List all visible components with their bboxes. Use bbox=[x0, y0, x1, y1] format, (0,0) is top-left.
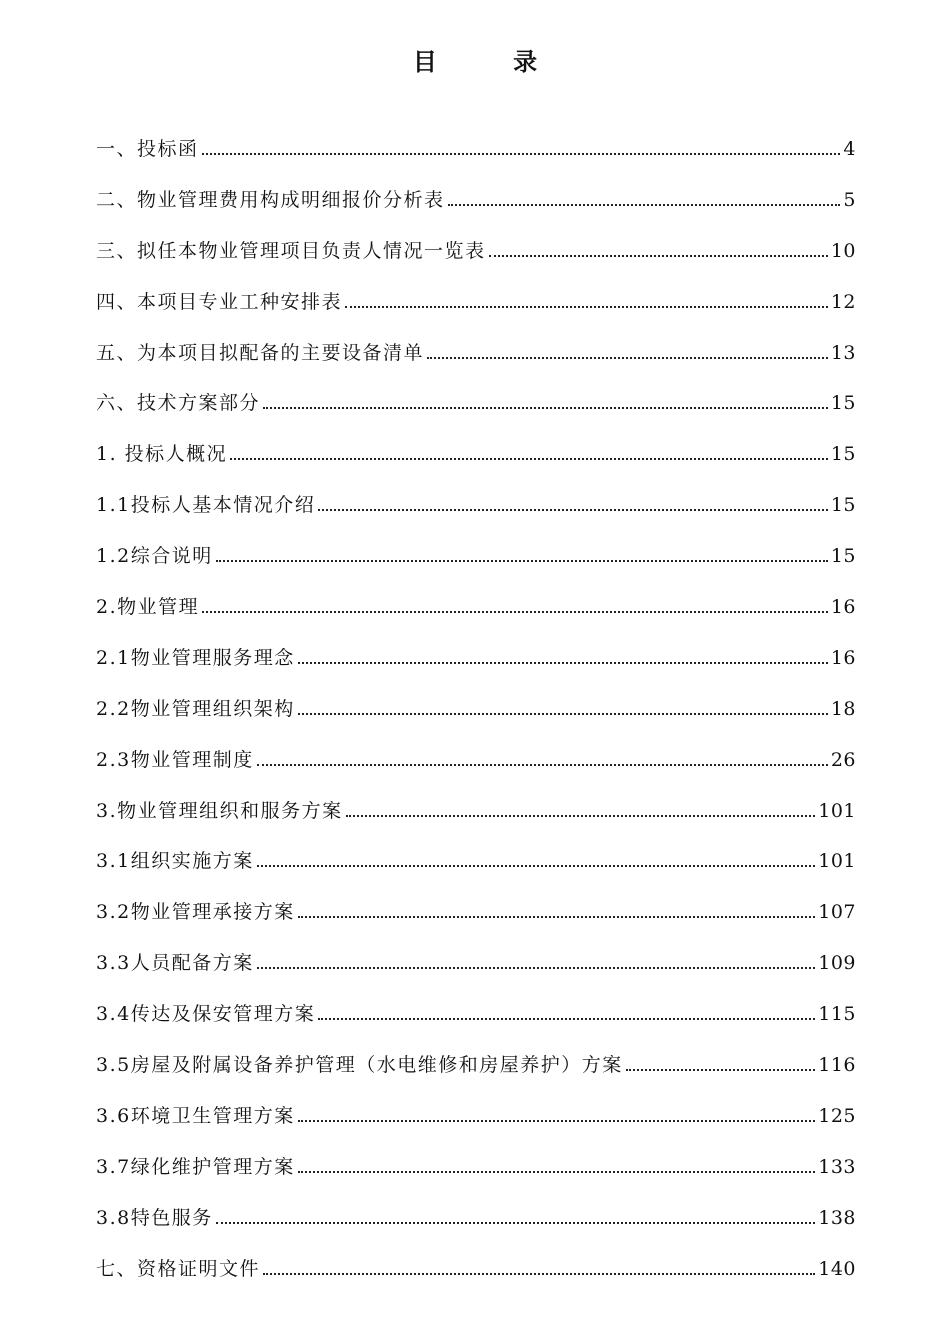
toc-dot-leader bbox=[298, 1120, 816, 1122]
toc-entry-label: 3.6环境卫生管理方案 bbox=[96, 1104, 295, 1127]
toc-dot-leader bbox=[257, 764, 828, 766]
toc-entry-page: 26 bbox=[830, 748, 856, 771]
toc-entry-page: 16 bbox=[830, 646, 856, 669]
toc-dot-leader bbox=[318, 509, 828, 511]
toc-entry-label: 五、为本项目拟配备的主要设备清单 bbox=[96, 341, 425, 364]
toc-dot-leader bbox=[202, 153, 841, 155]
toc-dot-leader bbox=[298, 713, 828, 715]
toc-entry[interactable] bbox=[96, 132, 856, 183]
toc-entry-page: 10 bbox=[830, 239, 856, 262]
toc-entry[interactable] bbox=[96, 336, 856, 387]
toc-entry-label: 一、投标函 bbox=[96, 138, 199, 160]
toc-entry-page: 4 bbox=[843, 138, 856, 160]
toc-entry[interactable] bbox=[96, 1099, 856, 1150]
toc-entry[interactable] bbox=[96, 1201, 856, 1252]
toc-dot-leader bbox=[298, 1171, 816, 1173]
toc-entry-page: 101 bbox=[818, 799, 856, 822]
toc-dot-leader bbox=[263, 1273, 815, 1275]
toc-entry[interactable] bbox=[96, 692, 856, 743]
toc-entry-page: 133 bbox=[818, 1155, 856, 1178]
toc-entry-label: 3.8特色服务 bbox=[96, 1206, 213, 1229]
toc-entry-page: 115 bbox=[818, 1003, 856, 1026]
toc-entry-label: 3.4传达及保安管理方案 bbox=[96, 1003, 316, 1026]
toc-entry[interactable] bbox=[96, 386, 856, 437]
toc-entry-page: 15 bbox=[830, 494, 856, 517]
toc-entry-page: 140 bbox=[818, 1257, 856, 1280]
toc-entry[interactable] bbox=[96, 488, 856, 539]
toc-dot-leader bbox=[626, 1069, 816, 1071]
toc-entry-label: 四、本项目专业工种安排表 bbox=[96, 290, 343, 313]
toc-entry[interactable] bbox=[96, 285, 856, 336]
toc-entry-label: 3.2物业管理承接方案 bbox=[96, 901, 295, 924]
toc-entry-label: 1.2综合说明 bbox=[96, 545, 213, 568]
toc-entry[interactable] bbox=[96, 234, 856, 285]
toc-entry-page: 5 bbox=[843, 188, 856, 211]
toc-entry-page: 15 bbox=[830, 443, 856, 466]
toc-entry-page: 107 bbox=[818, 901, 856, 924]
toc-dot-leader bbox=[346, 815, 816, 817]
toc-entry-page: 101 bbox=[818, 850, 856, 873]
toc-entry-label: 1.1投标人基本情况介绍 bbox=[96, 494, 316, 517]
toc-dot-leader bbox=[489, 255, 828, 257]
toc-dot-leader bbox=[230, 458, 828, 460]
toc-entry-label: 三、拟任本物业管理项目负责人情况一览表 bbox=[96, 239, 486, 262]
toc-entry-label: 3.5房屋及附属设备养护管理（水电维修和房屋养护）方案 bbox=[96, 1054, 623, 1077]
toc-title: 目 录 bbox=[412, 47, 572, 76]
toc-entry[interactable] bbox=[96, 183, 856, 234]
toc-dot-leader bbox=[345, 306, 828, 308]
toc-entry[interactable] bbox=[96, 946, 856, 997]
toc-entry[interactable] bbox=[96, 641, 856, 692]
toc-entry[interactable] bbox=[96, 844, 856, 895]
toc-entry-page: 15 bbox=[830, 545, 856, 568]
toc-dot-leader bbox=[298, 916, 816, 918]
toc-list bbox=[96, 132, 856, 1302]
toc-dot-leader bbox=[298, 662, 828, 664]
toc-entry[interactable] bbox=[96, 437, 856, 488]
toc-entry[interactable] bbox=[96, 539, 856, 590]
toc-entry[interactable] bbox=[96, 590, 856, 641]
toc-entry[interactable] bbox=[96, 1252, 856, 1303]
toc-entry-label: 3.7绿化维护管理方案 bbox=[96, 1155, 295, 1178]
toc-entry-page: 109 bbox=[818, 952, 856, 975]
toc-dot-leader bbox=[257, 865, 816, 867]
toc-entry-label: 1. 投标人概况 bbox=[96, 443, 228, 466]
toc-dot-leader bbox=[448, 204, 841, 206]
toc-entry-label: 六、技术方案部分 bbox=[96, 392, 261, 415]
toc-entry-label: 七、资格证明文件 bbox=[96, 1257, 261, 1280]
toc-entry-page: 138 bbox=[818, 1206, 856, 1229]
toc-entry-label: 3.1组织实施方案 bbox=[96, 850, 254, 873]
toc-dot-leader bbox=[427, 357, 828, 359]
toc-entry-page: 12 bbox=[830, 290, 856, 313]
toc-entry[interactable] bbox=[96, 1150, 856, 1201]
toc-entry[interactable] bbox=[96, 794, 856, 845]
toc-entry-page: 15 bbox=[830, 392, 856, 415]
toc-dot-leader bbox=[202, 611, 828, 613]
toc-dot-leader bbox=[216, 1222, 816, 1224]
toc-entry-label: 2.1物业管理服务理念 bbox=[96, 646, 295, 669]
toc-entry-label: 2.物业管理 bbox=[96, 596, 200, 619]
toc-entry-label: 2.2物业管理组织架构 bbox=[96, 697, 295, 720]
toc-entry[interactable] bbox=[96, 997, 856, 1048]
toc-entry-page: 13 bbox=[830, 341, 856, 364]
toc-dot-leader bbox=[318, 1018, 815, 1020]
toc-entry[interactable] bbox=[96, 895, 856, 946]
toc-entry[interactable] bbox=[96, 1048, 856, 1099]
toc-entry-label: 3.3人员配备方案 bbox=[96, 952, 254, 975]
toc-dot-leader bbox=[216, 560, 828, 562]
toc-entry-label: 3.物业管理组织和服务方案 bbox=[96, 799, 343, 822]
toc-entry-page: 125 bbox=[818, 1104, 856, 1127]
toc-dot-leader bbox=[263, 407, 828, 409]
toc-entry-page: 116 bbox=[818, 1054, 856, 1077]
toc-entry-page: 16 bbox=[830, 596, 856, 619]
toc-entry-page: 18 bbox=[830, 697, 856, 720]
toc-dot-leader bbox=[257, 967, 816, 969]
toc-entry-label: 二、物业管理费用构成明细报价分析表 bbox=[96, 188, 445, 211]
toc-entry-label: 2.3物业管理制度 bbox=[96, 748, 254, 771]
toc-entry[interactable] bbox=[96, 743, 856, 794]
